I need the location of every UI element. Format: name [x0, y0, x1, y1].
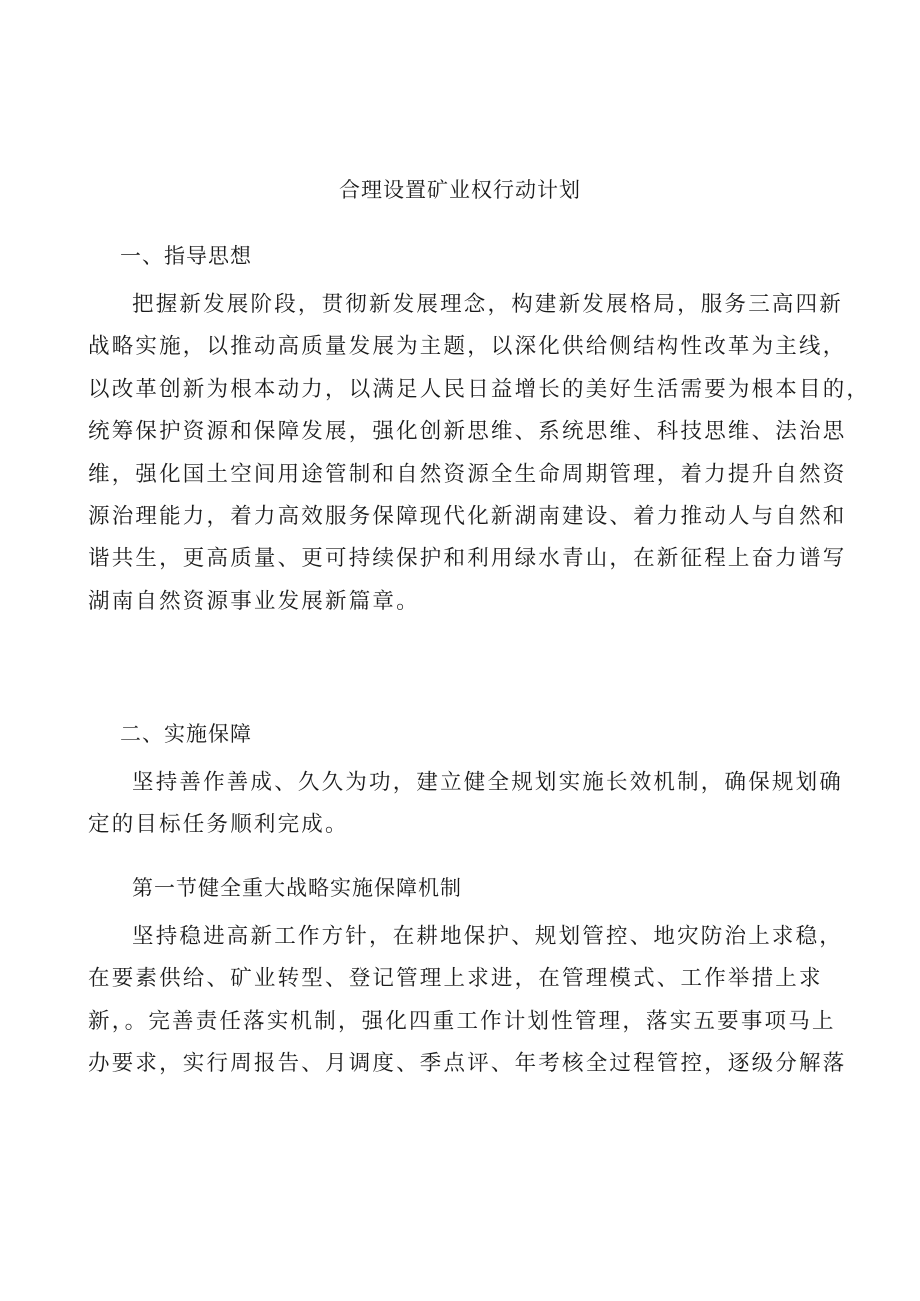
paragraph-line: 在要素供给、矿业转型、登记管理上求进，在管理模式、工作举措上求 — [88, 966, 823, 992]
paragraph-line: 坚持稳进高新工作方针，在耕地保护、规划管控、地灾防治上求稳， — [132, 924, 844, 949]
section-heading-guiding-ideology: 一、指导思想 — [120, 244, 252, 268]
paragraph-line: 统筹保护资源和保障发展，强化创新思维、系统思维、科技思维、法治思 — [88, 419, 847, 445]
paragraph-line: 源治理能力，着力高效服务保障现代化新湖南建设、着力推动人与自然和 — [88, 504, 847, 530]
section-heading-strategy-mechanism: 第一节健全重大战略实施保障机制 — [132, 876, 462, 900]
section-paragraph-implementation-guarantee — [88, 762, 848, 847]
section-paragraph-guiding-ideology — [88, 284, 871, 623]
paragraph-line: 把握新发展阶段，贯彻新发展理念，构建新发展格局，服务三高四新 — [132, 292, 844, 317]
paragraph-line: 湖南自然资源事业发展新篇章。 — [88, 588, 420, 614]
paragraph-line: 战略实施，以推动高质量发展为主题，以深化供给侧结构性改革为主线， — [88, 334, 847, 360]
section-heading-implementation-guarantee: 二、实施保障 — [120, 722, 252, 746]
paragraph-line: 定的目标任务顺利完成。 — [88, 812, 349, 838]
document-title: 合理设置矿业权行动计划 — [339, 178, 581, 202]
paragraph-line: 谐共生，更高质量、更可持续保护和利用绿水青山，在新征程上奋力谱写 — [88, 546, 847, 572]
paragraph-line: 坚持善作善成、久久为功，建立健全规划实施长效机制，确保规划确 — [132, 770, 844, 795]
paragraph-line: 以改革创新为根本动力，以满足人民日益增长的美好生活需要为根本目的， — [88, 376, 871, 402]
paragraph-line: 维，强化国土空间用途管制和自然资源全生命周期管理，着力提升自然资 — [88, 461, 847, 487]
paragraph-line: 办要求，实行周报告、月调度、季点评、年考核全过程管控，逐级分解落 — [88, 1051, 847, 1077]
paragraph-line: 新，。完善责任落实机制，强化四重工作计划性管理，落实五要事项马上 — [88, 1008, 836, 1034]
section-paragraph-strategy-mechanism — [88, 916, 848, 1086]
